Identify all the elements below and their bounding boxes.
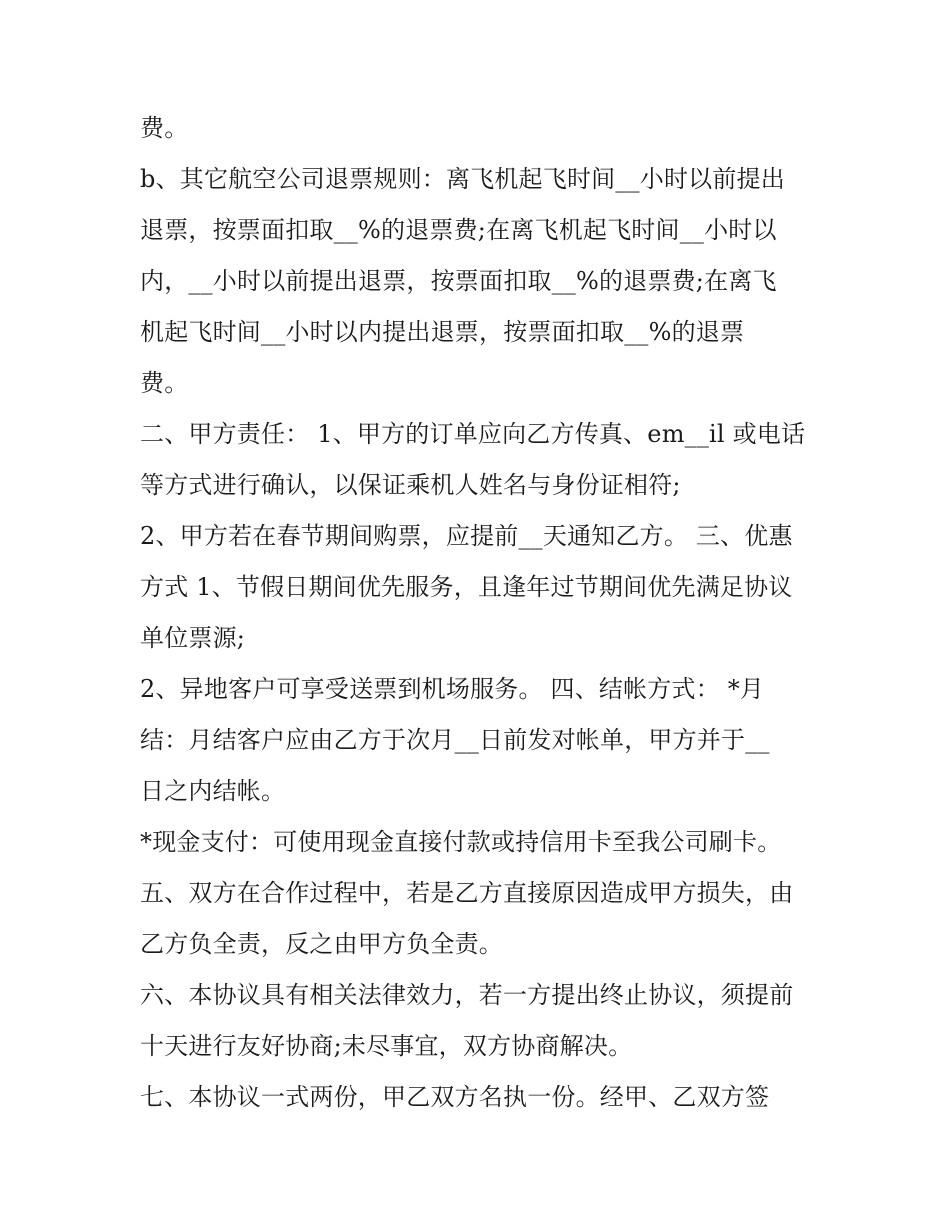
text-line: 结：月结客户应由乙方于次月__日前发对帐单，甲方并于__ — [140, 726, 770, 754]
document-body — [140, 103, 820, 1123]
text-line: 五、双方在合作过程中，若是乙方直接原因造成甲方损失，由 — [140, 879, 794, 907]
text-line: 等方式进行确认，以保证乘机人姓名与身份证相符; — [140, 471, 681, 499]
text-line: *现金支付：可使用现金直接付款或持信用卡至我公司刷卡。 — [140, 828, 782, 856]
text-line: 2、异地客户可享受送票到机场服务。 四、结帐方式： *月 — [140, 675, 765, 703]
text-line: 退票，按票面扣取__%的退票费;在离飞机起飞时间__小时以 — [140, 216, 777, 244]
text-line: 费。 — [140, 369, 189, 397]
text-line: 内，__小时以前提出退票，按票面扣取__%的退票费;在离飞 — [140, 267, 777, 295]
text-line: 2、甲方若在春节期间购票，应提前__天通知乙方。 三、优惠 — [140, 522, 793, 550]
text-line: 十天进行友好协商;未尽事宜，双方协商解决。 — [140, 1032, 633, 1060]
text-line: 二、甲方责任： 1、甲方的订单应向乙方传真、em__il 或电话 — [140, 420, 806, 448]
text-line: 单位票源; — [140, 624, 246, 652]
text-line: 方式 1、节假日期间优先服务，且逢年过节期间优先满足协议 — [140, 573, 793, 601]
text-line: 七、本协议一式两份，甲乙双方名执一份。经甲、乙双方签 — [140, 1083, 770, 1111]
text-line: b、其它航空公司退票规则：离飞机起飞时间__小时以前提出 — [140, 165, 785, 193]
text-line: 乙方负全责，反之由甲方负全责。 — [140, 930, 503, 958]
text-line: 日之内结帐。 — [140, 777, 286, 805]
text-line: 机起飞时间__小时以内提出退票，按票面扣取__%的退票 — [140, 318, 745, 346]
text-line: 六、本协议具有相关法律效力，若一方提出终止协议，须提前 — [140, 981, 794, 1009]
text-line: 费。 — [140, 114, 189, 142]
